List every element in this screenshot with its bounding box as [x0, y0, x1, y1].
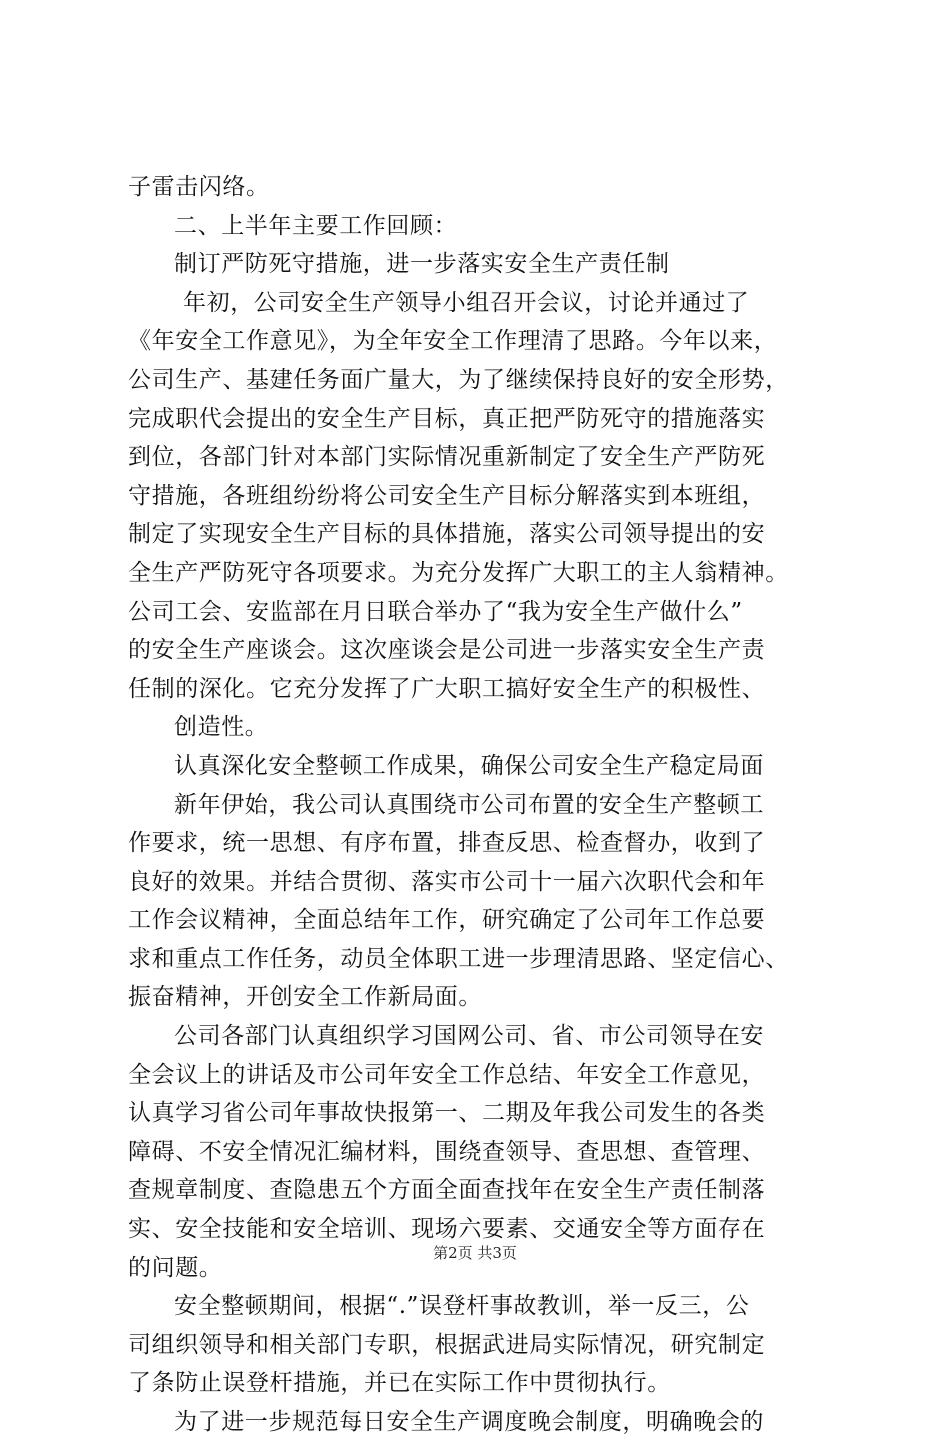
- text-line: 实、安全技能和安全培训、现场六要素、交通安全等方面存在: [128, 1216, 766, 1243]
- text-line: 《年安全工作意见》，为全年安全工作理清了思路。今年以来，: [128, 328, 778, 355]
- text-line: 认真深化安全整顿工作成果，确保公司安全生产稳定局面: [174, 752, 764, 779]
- text-line: 的问题。: [128, 1254, 223, 1281]
- text-line: 全生产严防死守各项要求。为充分发挥广大职工的主人翁精神。: [128, 559, 789, 586]
- text-line: 公司生产、基建任务面广量大，为了继续保持良好的安全形势，: [128, 366, 789, 393]
- text-line: 障碍、不安全情况汇编材料，围绕查领导、查思想、查管理、: [128, 1138, 766, 1165]
- text-line: 年初，公司安全生产领导小组召开会议，讨论并通过了: [183, 289, 750, 316]
- text-line: 认真学习省公司年事故快报第一、二期及年我公司发生的各类: [128, 1100, 766, 1127]
- text-line: 守措施，各班组纷纷将公司安全生产目标分解落实到本班组，: [128, 482, 766, 509]
- text-line: 作要求，统一思想、有序布置，排查反思、检查督办，收到了: [128, 830, 766, 857]
- text-line: 求和重点工作任务，动员全体职工进一步理清思路、坚定信心、: [128, 945, 789, 972]
- text-line: 全会议上的讲话及市公司年安全工作总结、年安全工作意见，: [128, 1061, 766, 1088]
- text-line: 制定了实现安全生产目标的具体措施，落实公司领导提出的安: [128, 521, 766, 548]
- text-line: 子雷击闪络。: [128, 174, 270, 200]
- text-line: 任制的深化。它充分发挥了广大职工搞好安全生产的积极性、: [128, 675, 766, 702]
- text-line: 振奋精神，开创安全工作新局面。: [128, 984, 482, 1011]
- text-line: 制订严防死守措施，进一步落实安全生产责任制: [174, 251, 670, 278]
- text-line: 二、上半年主要工作回顾：: [174, 212, 458, 239]
- text-line: 良好的效果。并结合贯彻、落实市公司十一届六次职代会和年: [128, 868, 766, 895]
- text-line: 了条防止误登杆措施，并已在实际工作中贯彻执行。: [128, 1370, 671, 1397]
- text-line: 司组织领导和相关部门专职，根据武进局实际情况，研究制定: [128, 1331, 766, 1358]
- text-line: 到位，各部门针对本部门实际情况重新制定了安全生产严防死: [128, 444, 766, 471]
- text-line: 创造性。: [174, 714, 269, 741]
- text-line: 的安全生产座谈会。这次座谈会是公司进一步落实安全生产责: [128, 637, 766, 664]
- text-line: 完成职代会提出的安全生产目标，真正把严防死守的措施落实: [128, 405, 766, 432]
- text-line: 工作会议精神，全面总结年工作，研究确定了公司年工作总要: [128, 907, 766, 934]
- text-line: 新年伊始，我公司认真围绕市公司布置的安全生产整顿工: [174, 791, 764, 818]
- text-line: 公司各部门认真组织学习国网公司、省、市公司领导在安: [174, 1023, 764, 1050]
- text-line: 安全整顿期间，根据“.”误登杆事故教训，举一反三，公: [174, 1293, 750, 1320]
- text-line: 为了进一步规范每日安全生产调度晚会制度，明确晚会的: [174, 1409, 764, 1435]
- page-footer: 第2页 共3页: [433, 1244, 517, 1262]
- text-line: 查规章制度、查隐患五个方面全面查找年在安全生产责任制落: [128, 1177, 766, 1204]
- text-line: 公司工会、安监部在月日联合举办了“我为安全生产做什么”: [128, 598, 743, 625]
